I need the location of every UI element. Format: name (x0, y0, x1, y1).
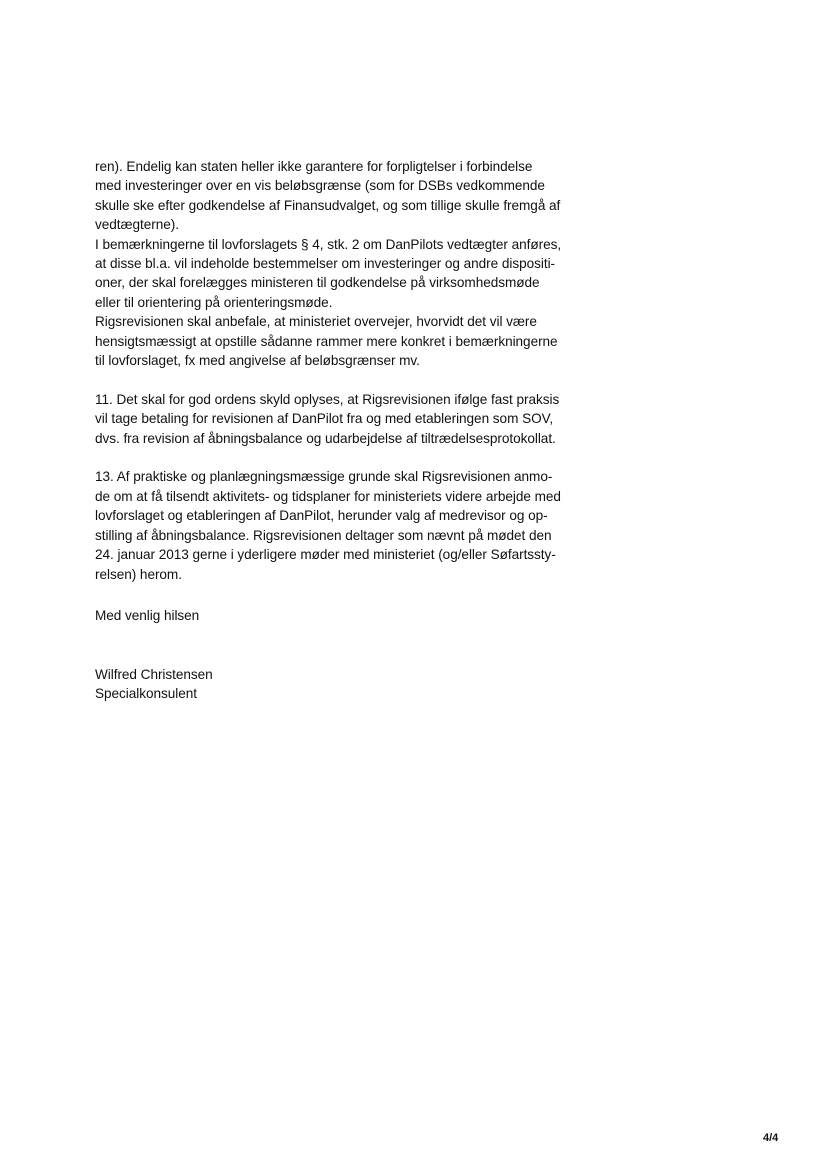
text-line: hensigtsmæssigt at opstille sådanne rammer mere konkret i bemærkningerne (95, 333, 558, 349)
signatory-name: Wilfred Christensen (95, 667, 213, 682)
text-line: stilling af åbningsbalance. Rigsrevisionen deltager som nævnt på mødet den (95, 527, 552, 543)
closing-text: Med venlig hilsen (95, 608, 200, 623)
text-line: til lovforslaget, fx med angivelse af beløbsgrænser mv. (95, 353, 420, 369)
text-line: ren). Endelig kan staten heller ikke garantere for forpligtelser i forbindelse (95, 159, 533, 174)
paragraph-11 (95, 390, 595, 448)
text-line: de om at få tilsendt aktivitets- og tidsplaner for ministeriets videre arbejde med (95, 488, 561, 504)
text-line: vedtægterne). (95, 217, 179, 233)
signature-block (95, 665, 213, 704)
page-number: 4/4 (763, 1132, 779, 1144)
text-line: eller til orientering på orienteringsmøde. (95, 294, 333, 310)
paragraph-spacer (95, 370, 595, 389)
text-line: oner, der skal forelægges ministeren til godkendelse på virksomhedsmøde (95, 275, 540, 291)
paragraph-13 (95, 467, 595, 583)
text-line: skulle ske efter godkendelse af Finansudvalget, og som tillige skulle fremgå af (95, 197, 561, 213)
text-line: 11. Det skal for god ordens skyld oplyses, at Rigsrevisionen ifølge fast praksis (95, 391, 560, 407)
paragraph-spacer (95, 448, 595, 467)
closing-greeting (95, 606, 199, 625)
text-line: I bemærkningerne til lovforslagets § 4, stk. 2 om DanPilots vedtægter anføres, (95, 236, 562, 252)
text-line: relsen) herom. (95, 566, 182, 582)
signatory-title: Specialkonsulent (95, 686, 197, 702)
text-line: 24. januar 2013 gerne i yderligere møder med ministeriet (og/eller Søfartssty- (95, 547, 556, 563)
text-line: med investeringer over en vis beløbsgrænse (som for DSBs vedkommende (95, 178, 545, 194)
paragraph-guarantee-remarks (95, 157, 595, 370)
text-line: at disse bl.a. vil indeholde bestemmelser om investeringer og andre dispositi- (95, 256, 556, 272)
text-line: 13. Af praktiske og planlægningsmæssige grunde skal Rigsrevisionen anmo- (95, 469, 553, 485)
text-line: dvs. fra revision af åbningsbalance og udarbejdelse af tiltrædelsesprotokollat. (95, 430, 556, 446)
text-line: Rigsrevisionen skal anbefale, at ministeriet overvejer, hvorvidt det vil være (95, 314, 537, 330)
letter-body (95, 157, 595, 584)
text-line: lovforslaget og etableringen af DanPilot, herunder valg af medrevisor og op- (95, 508, 548, 524)
text-line: vil tage betaling for revisionen af DanPilot fra og med etableringen som SOV, (95, 411, 554, 427)
